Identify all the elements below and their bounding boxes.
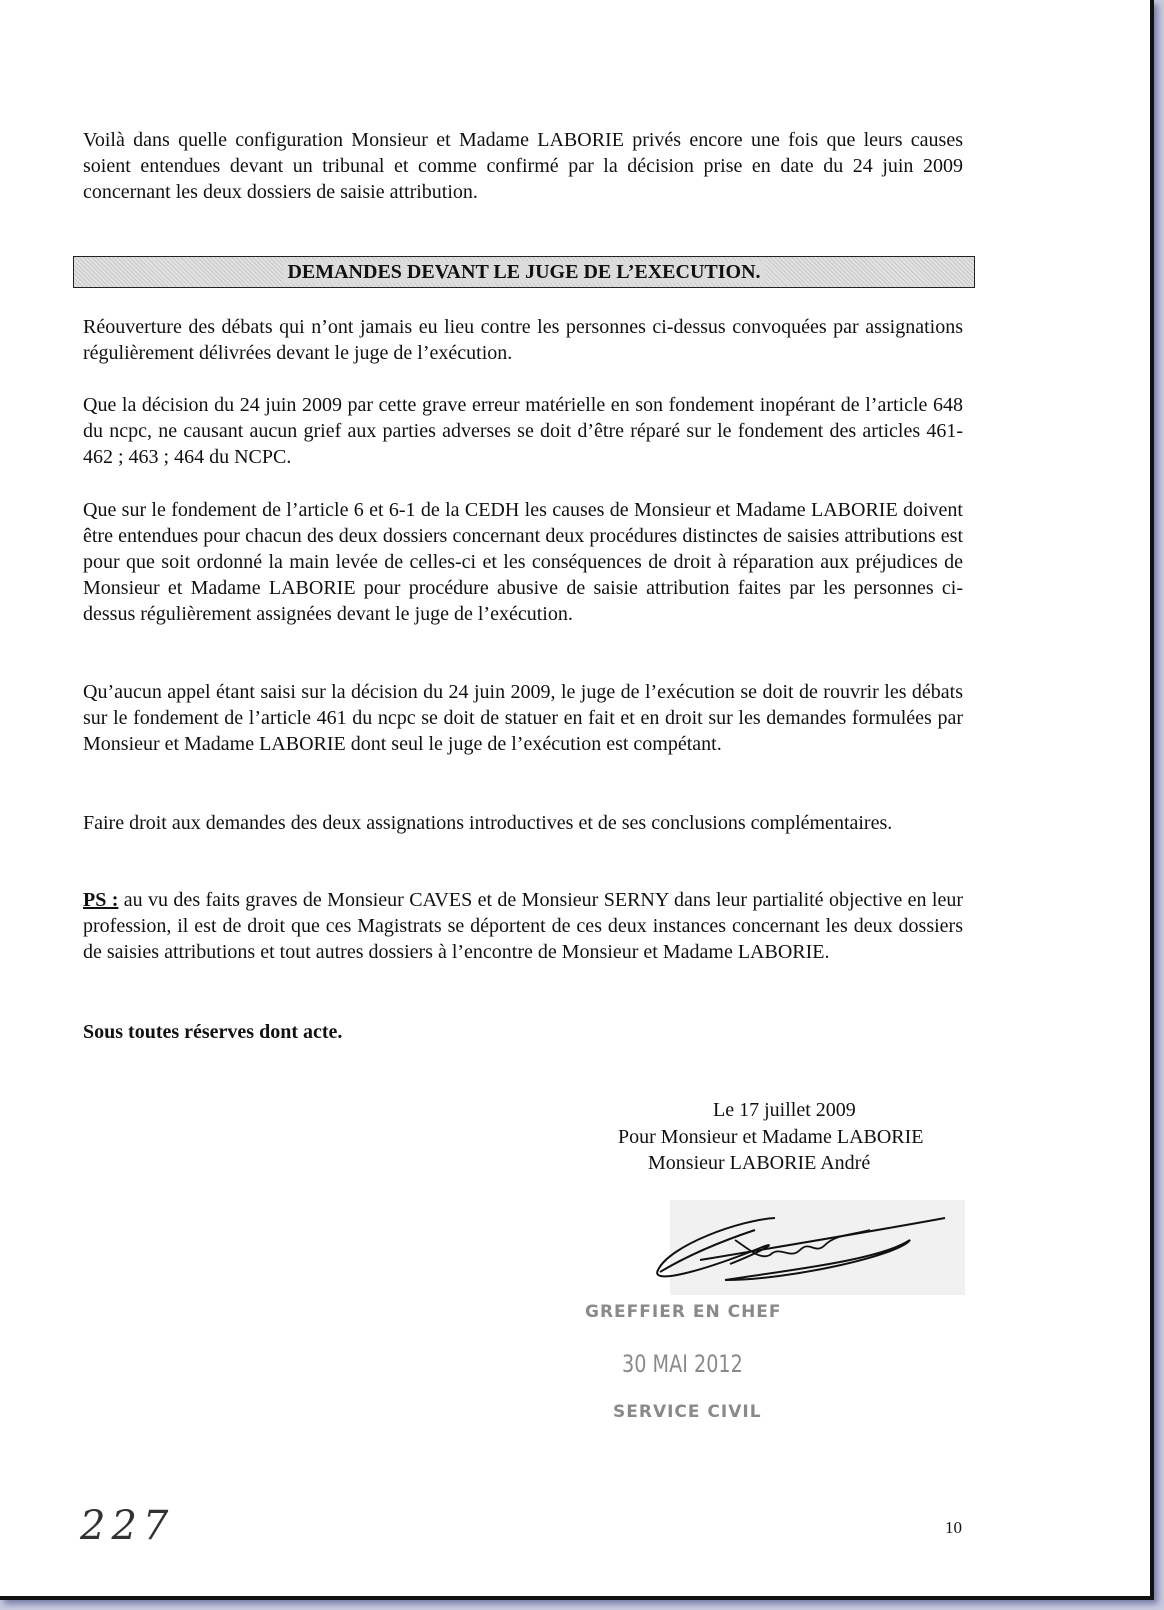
paragraph-cedh: Que sur le fondement de l’article 6 et 6-1 de la CEDH les causes de Monsieur et Madame LABORIE doivent être entendues pour chacun des deux dossiers concernant deux procédures distinctes de saisies attributions est pour que soit ordonné la main levée de celles-ci et les conséquences de droit à réparation aux préjudices de Monsieur et Madame LABORIE pour procédure abusive de saisie attribution faites par les personnes ci-dessus régulièrement assignées devant le juge de l’exécution. (83, 499, 963, 625)
paragraph-decision: Que la décision du 24 juin 2009 par cette grave erreur matérielle en son fondement inopérant de l’article 648 du ncpc, ne causant aucun grief aux parties adverses se doit d’être réparé sur le fondement des articles 461-462 ; 463 ; 464 du NCPC. (83, 394, 963, 468)
handwritten-signature (640, 1200, 970, 1300)
stamp-title: GREFFIER EN CHEF (585, 1302, 782, 1322)
signature-for: Pour Monsieur et Madame LABORIE (618, 1126, 924, 1148)
paragraph-faire-droit: Faire droit aux demandes des deux assignations introductives et de ses conclusions complémentaires. (83, 812, 893, 834)
ps-text: au vu des faits graves de Monsieur CAVES et de Monsieur SERNY dans leur partialité objective en leur profession, il est de droit que ces Magistrats se déportent de ces deux instances concernant les deux dossiers de saisies attributions et tout autres dossiers à l’encontre de Monsieur et Madame LABORIE. (83, 889, 963, 963)
signature-date: Le 17 juillet 2009 (713, 1099, 856, 1121)
stamp-service: SERVICE CIVIL (613, 1402, 762, 1422)
page-number: 10 (945, 1518, 962, 1537)
ps-label: PS : (83, 889, 119, 911)
stamp-date: 30 MAI 2012 (622, 1350, 743, 1378)
closing-line: Sous toutes réserves dont acte. (83, 1021, 343, 1043)
intro-paragraph: Voilà dans quelle configuration Monsieur et Madame LABORIE privés encore une fois que leurs causes soient entendues devant un tribunal et comme confirmé par la décision prise en date du 24 juin 2009 concernant les deux dossiers de saisie attribution. (83, 129, 963, 203)
section-heading (73, 256, 975, 288)
signature-name: Monsieur LABORIE André (648, 1152, 871, 1174)
section-heading-text: DEMANDES DEVANT LE JUGE DE L’EXECUTION. (283, 261, 764, 283)
handwritten-number: 227 (80, 1503, 175, 1549)
paragraph-appel: Qu’aucun appel étant saisi sur la décision du 24 juin 2009, le juge de l’exécution se doit de rouvrir les débats sur le fondement de l’article 461 du ncpc se doit de statuer en fait et en droit sur les demandes formulées par Monsieur et Madame LABORIE dont seul le juge de l’exécution est compétant. (83, 681, 963, 755)
paragraph-ps (83, 887, 963, 965)
paragraph-reouverture: Réouverture des débats qui n’ont jamais eu lieu contre les personnes ci-dessus convoquées par assignations régulièrement délivrées devant le juge de l’exécution. (83, 316, 963, 364)
